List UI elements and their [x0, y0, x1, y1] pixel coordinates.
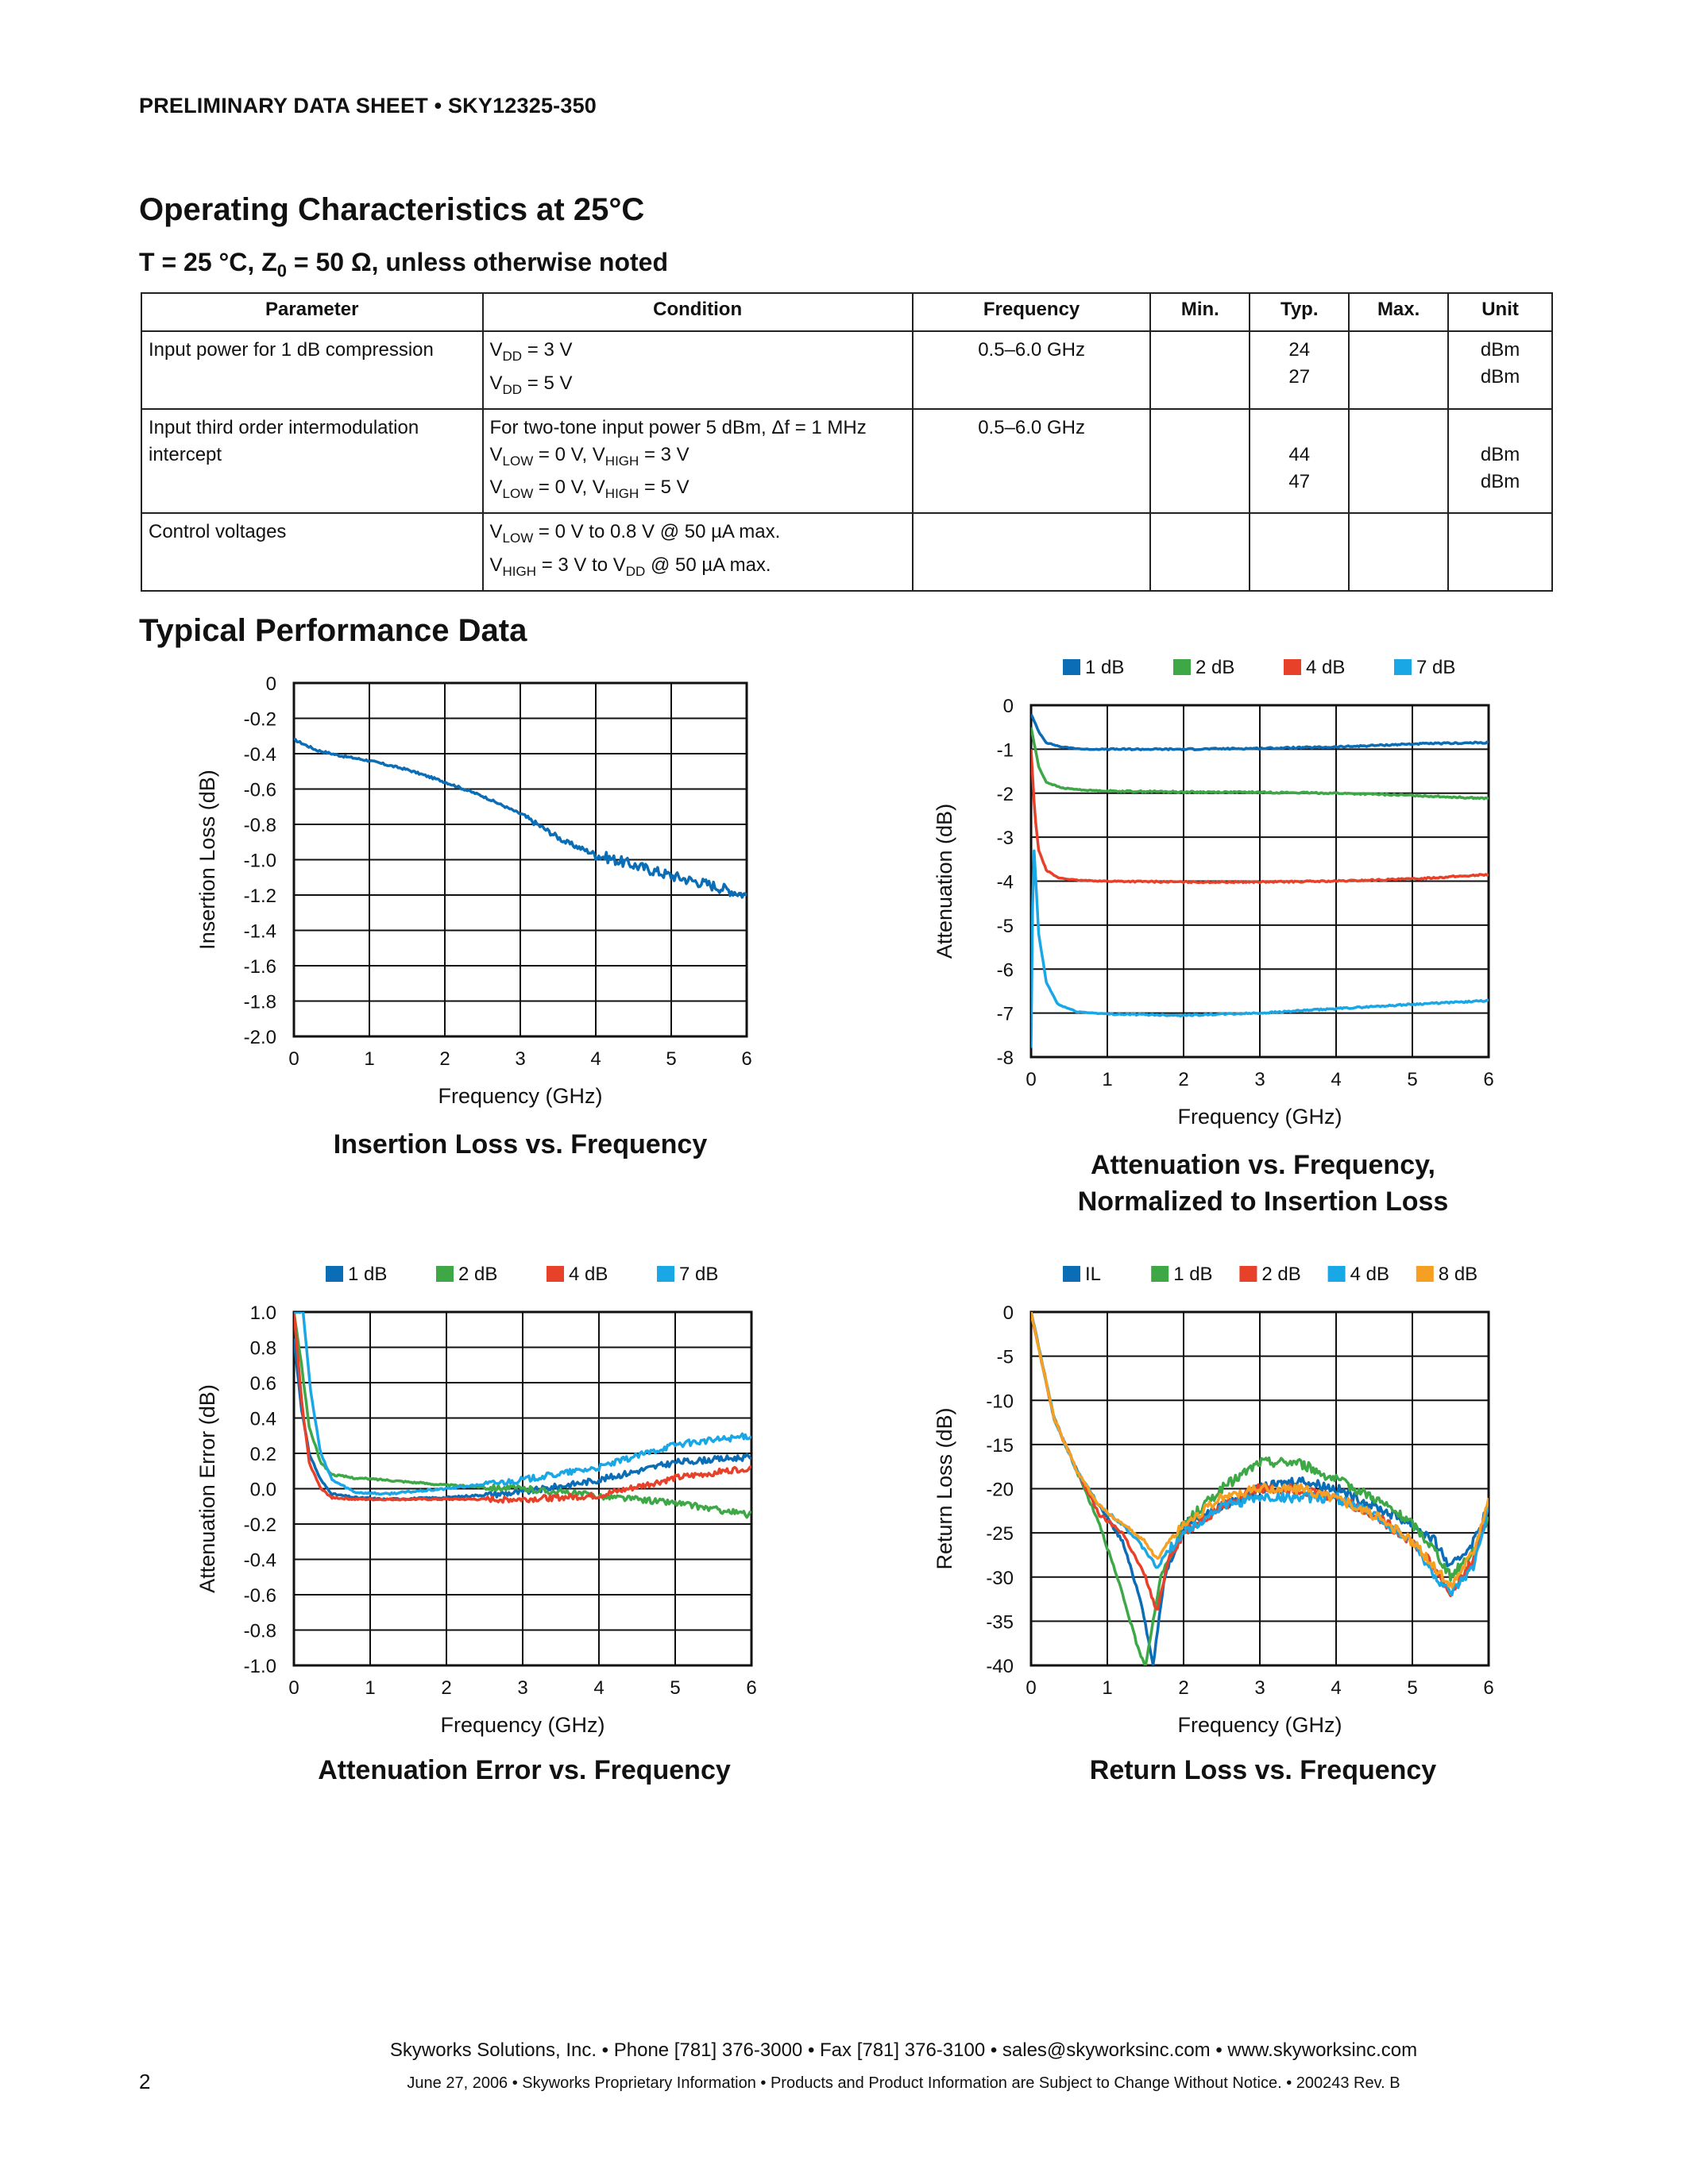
x-tick-label: 3 [1254, 1677, 1265, 1699]
y-tick-label: -20 [986, 1479, 1014, 1501]
series-line-2-db [294, 1312, 751, 1518]
x-tick-label: 5 [1407, 1069, 1418, 1090]
table-row [141, 409, 1552, 514]
legend-label: IL [1085, 1264, 1102, 1285]
x-tick-label: 3 [517, 1677, 528, 1699]
y-tick-label: 1.0 [249, 1302, 276, 1324]
y-tick-label: -30 [986, 1567, 1014, 1589]
typ-cell: 24 27 [1250, 331, 1349, 409]
y-tick-label: -2.0 [243, 1027, 276, 1048]
plot-frame [1031, 705, 1489, 1057]
condition-cell: $V_{LOW} = 0$ V to 0.8 V @ 50 µA max. $V_{HIGH} = 3$ V to $V_{DD}$ @ 50 µA max. [483, 513, 913, 591]
x-tick-label: 0 [1026, 1677, 1037, 1699]
typ-cell [1250, 513, 1349, 591]
series-line-2-db [1031, 1313, 1489, 1609]
x-axis-label: Frequency (GHz) [440, 1713, 605, 1737]
legend-label: 2 dB [1261, 1264, 1301, 1285]
y-tick-label: 0 [1002, 1302, 1014, 1324]
legend-swatch [436, 1266, 454, 1282]
y-tick-label: -0.8 [243, 1620, 276, 1642]
y-tick-label: -25 [986, 1523, 1014, 1545]
y-tick-label: 0.0 [249, 1479, 276, 1501]
caption-return-loss: Return Loss vs. Frequency [1089, 1755, 1437, 1785]
x-tick-label: 1 [1102, 1677, 1113, 1699]
y-tick-label: -5 [996, 1346, 1014, 1368]
param-cell: Input third order intermodulation intercept [141, 409, 483, 514]
y-tick-label: -2 [996, 783, 1014, 805]
series-line-2-db [1031, 727, 1489, 799]
condition-cell: $V_{DD} = 3$ V $V_{DD} = 5$ V [483, 331, 913, 409]
y-tick-label: -0.8 [243, 815, 276, 836]
frequency-cell: 0.5–6.0 GHz [913, 331, 1151, 409]
series-line-4-db [1031, 1312, 1489, 1595]
series-line-il [294, 739, 747, 897]
legend-label: 1 dB [1173, 1264, 1213, 1285]
param-cell: Input power for 1 dB compression [141, 331, 483, 409]
table-header-row [141, 293, 1552, 331]
legend-swatch [1063, 1266, 1080, 1282]
y-tick-label: -8 [996, 1048, 1014, 1069]
series-line-4-db [294, 1311, 751, 1503]
y-tick-label: 0 [1002, 696, 1014, 717]
legend-swatch [1173, 659, 1191, 675]
legend-label: 2 dB [1196, 657, 1235, 678]
x-tick-label: 2 [441, 1677, 452, 1699]
x-tick-label: 2 [439, 1048, 450, 1070]
series-group [294, 739, 747, 897]
y-tick-label: -15 [986, 1434, 1014, 1457]
y-tick-label: -1 [996, 739, 1014, 762]
series-line-8-db [1031, 1311, 1489, 1587]
footer-legal: June 27, 2006 • Skyworks Proprietary Information • Products and Product Information are Subject to Change Without Notice. • 200243 Rev. B [407, 2074, 1400, 2092]
y-tick-label: -1.4 [243, 920, 276, 943]
y-tick-label: -0.6 [243, 779, 276, 801]
series-line-il [1031, 1311, 1489, 1665]
y-tick-label: -1.8 [243, 991, 276, 1013]
x-tick-label: 0 [288, 1048, 299, 1070]
legend-swatch [1416, 1266, 1434, 1282]
max-cell [1349, 331, 1448, 409]
x-tick-label: 2 [1178, 1069, 1189, 1090]
condition-cell: For two-tone input power 5 dBm, Δf = 1 MHz $V_{LOW} = 0$ V, $V_{HIGH} = 3$ V $V_{LOW} = 0$ V, $V_{HIGH} = 5$ V [483, 409, 913, 514]
legend-label: 7 dB [679, 1264, 719, 1285]
x-axis-label: Frequency (GHz) [1177, 1713, 1342, 1737]
y-tick-label: 0.6 [249, 1373, 276, 1395]
legend-swatch [657, 1266, 674, 1282]
y-tick-label: -40 [986, 1656, 1014, 1677]
table-row [141, 331, 1552, 409]
x-tick-label: 4 [593, 1677, 605, 1699]
operating-characteristics-table [141, 292, 1553, 592]
y-tick-label: -0.4 [243, 1549, 276, 1572]
y-axis-label: Return Loss (dB) [933, 1407, 956, 1570]
legend-swatch [326, 1266, 343, 1282]
x-tick-label: 6 [1483, 1677, 1494, 1699]
y-tick-label: -0.6 [243, 1585, 276, 1607]
x-tick-label: 6 [1483, 1069, 1494, 1090]
table-row [141, 513, 1552, 591]
param-cell: Control voltages [141, 513, 483, 591]
col-header: Condition [483, 293, 913, 331]
x-tick-label: 3 [515, 1048, 526, 1070]
y-tick-label: -0.2 [243, 1515, 276, 1536]
x-tick-label: 6 [741, 1048, 752, 1070]
legend-swatch [1063, 659, 1080, 675]
series-group [294, 1311, 751, 1518]
x-tick-label: 5 [670, 1677, 681, 1699]
x-tick-label: 0 [288, 1677, 299, 1699]
legend-label: 8 dB [1438, 1264, 1478, 1285]
y-tick-label: 0.2 [249, 1444, 276, 1465]
caption-insertion-loss: Insertion Loss vs. Frequency [333, 1129, 708, 1160]
y-axis-label: Attenuation Error (dB) [195, 1384, 219, 1593]
x-tick-label: 5 [666, 1048, 677, 1070]
frequency-cell [913, 513, 1151, 591]
unit-cell: dBm dBm [1448, 409, 1552, 514]
legend-swatch [1239, 1266, 1257, 1282]
y-tick-label: -0.2 [243, 708, 276, 731]
series-line-7-db [1031, 851, 1489, 1048]
y-tick-label: -1.2 [243, 886, 276, 907]
max-cell [1349, 513, 1448, 591]
y-axis-label: Insertion Loss (dB) [195, 770, 219, 950]
y-tick-label: -7 [996, 1003, 1014, 1025]
y-tick-label: -1.0 [243, 1656, 276, 1677]
x-tick-label: 1 [364, 1048, 375, 1070]
section-title-operating: Operating Characteristics at 25°C [139, 192, 645, 227]
plot-frame [1031, 1312, 1489, 1665]
legend-label: 1 dB [1085, 657, 1125, 678]
x-tick-label: 4 [1331, 1069, 1342, 1090]
typ-cell: 44 47 [1250, 409, 1349, 514]
unit-cell [1448, 513, 1552, 591]
min-cell [1150, 409, 1250, 514]
legend-swatch [1394, 659, 1412, 675]
legend-swatch [1151, 1266, 1168, 1282]
series-line-1-db [1031, 1310, 1489, 1666]
series-line-1-db [294, 1339, 751, 1500]
y-tick-label: -10 [986, 1391, 1014, 1413]
max-cell [1349, 409, 1448, 514]
legend-swatch [547, 1266, 564, 1282]
x-axis-label: Frequency (GHz) [1177, 1105, 1342, 1129]
x-tick-label: 2 [1178, 1677, 1189, 1699]
y-tick-label: -4 [996, 871, 1014, 893]
y-tick-label: -35 [986, 1611, 1014, 1634]
section-title-performance: Typical Performance Data [139, 613, 527, 648]
plot-frame [294, 683, 747, 1036]
y-tick-label: -5 [996, 915, 1014, 937]
footer-contact: Skyworks Solutions, Inc. • Phone [781] 376-3000 • Fax [781] 376-3100 • sales@skyworksinc.com • www.skyworksinc.com [389, 2039, 1418, 2061]
min-cell [1150, 513, 1250, 591]
caption-attenuation: Attenuation vs. Frequency, Normalized to Insertion Loss [1077, 1150, 1449, 1217]
legend-swatch [1328, 1266, 1346, 1282]
x-tick-label: 4 [1331, 1677, 1342, 1699]
series-group [1031, 1310, 1489, 1666]
series-group [1031, 714, 1489, 1048]
y-tick-label: -1.6 [243, 956, 276, 978]
y-axis-label: Attenuation (dB) [933, 803, 956, 959]
legend-label: 4 dB [1306, 657, 1346, 678]
y-tick-label: 0.4 [249, 1408, 276, 1430]
y-tick-label: -1.0 [243, 850, 276, 872]
x-tick-label: 3 [1254, 1069, 1265, 1090]
col-header: Parameter [141, 293, 483, 331]
section-subtitle-conditions: T = 25 °C, $Z_0 = 50$ Ω, unless otherwise noted [139, 248, 668, 281]
x-tick-label: 4 [590, 1048, 601, 1070]
page-number: 2 [139, 2070, 151, 2093]
col-header: Typ. [1250, 293, 1349, 331]
min-cell [1150, 331, 1250, 409]
col-header: Min. [1150, 293, 1250, 331]
legend-label: 1 dB [348, 1264, 388, 1285]
plot-frame [294, 1312, 751, 1665]
col-header: Max. [1349, 293, 1448, 331]
x-tick-label: 6 [746, 1677, 757, 1699]
legend-label: 4 dB [569, 1264, 608, 1285]
x-axis-label: Frequency (GHz) [438, 1084, 603, 1108]
caption-attenuation-error: Attenuation Error vs. Frequency [318, 1755, 731, 1785]
frequency-cell: 0.5–6.0 GHz [913, 409, 1151, 514]
series-line-1-db [1031, 714, 1489, 750]
y-tick-label: -0.4 [243, 744, 276, 766]
y-tick-label: 0.8 [249, 1337, 276, 1360]
x-tick-label: 0 [1026, 1069, 1037, 1090]
col-header: Unit [1448, 293, 1552, 331]
legend-label: 2 dB [458, 1264, 498, 1285]
x-tick-label: 5 [1407, 1677, 1418, 1699]
legend-label: 7 dB [1416, 657, 1456, 678]
y-tick-label: -6 [996, 959, 1014, 982]
legend-swatch [1284, 659, 1301, 675]
y-tick-label: 0 [265, 673, 276, 695]
y-tick-label: -3 [996, 828, 1014, 850]
x-tick-label: 1 [1102, 1069, 1113, 1090]
series-line-4-db [1031, 749, 1489, 882]
unit-cell: dBm dBm [1448, 331, 1552, 409]
legend-label: 4 dB [1350, 1264, 1389, 1285]
page-header: PRELIMINARY DATA SHEET • SKY12325-350 [139, 94, 597, 118]
x-tick-label: 1 [365, 1677, 376, 1699]
col-header: Frequency [913, 293, 1151, 331]
series-line-7-db [294, 1311, 751, 1495]
